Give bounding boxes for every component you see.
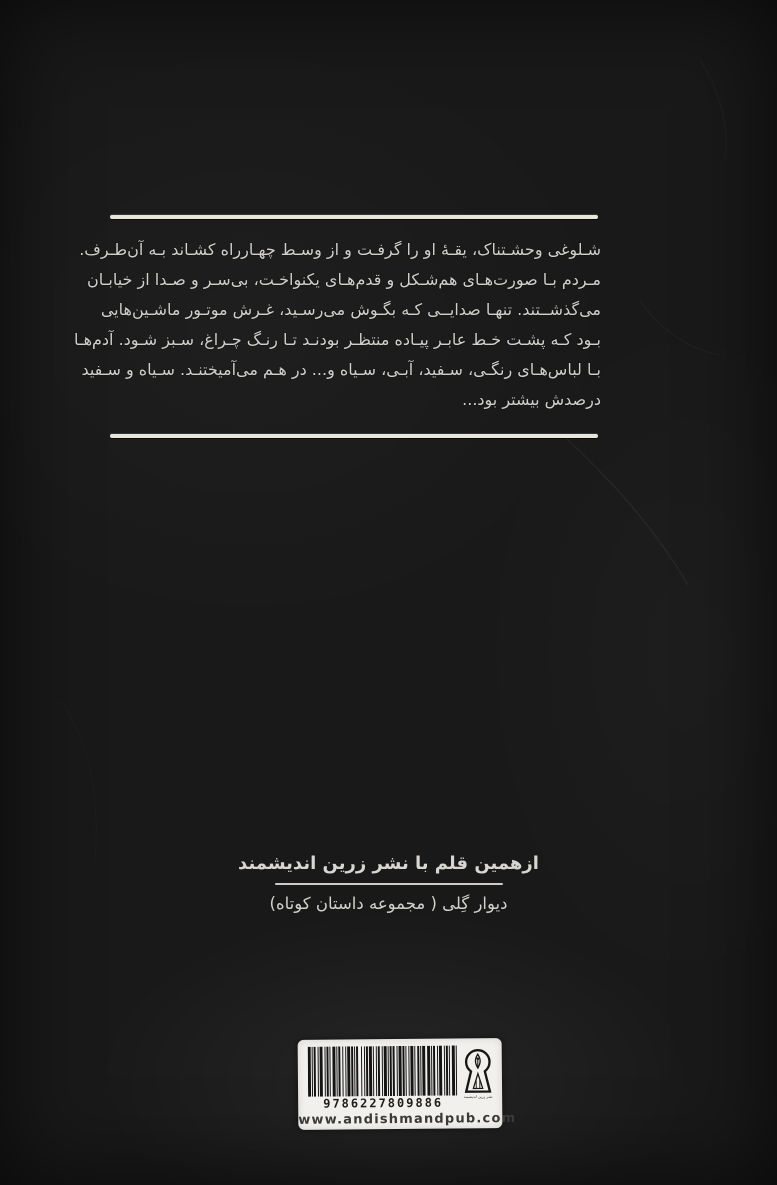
publisher-website: www.andishmandpub.com xyxy=(298,1110,517,1128)
blurb-line: مـردم بـا صورت‌هـای هم‌شـکل و قدم‌هـای یکنواخـت، بی‌سـر و صـدا از خیابـان xyxy=(87,270,601,289)
other-book-title: دیوار گِلی ( مجموعه داستان کوتاه) xyxy=(269,894,508,913)
barcode-sticker xyxy=(298,1038,517,1130)
blurb-line-last: درصدش بیشتر بود... xyxy=(462,390,601,409)
isbn-number: 9786227809886 xyxy=(323,1095,444,1111)
divider-top xyxy=(110,215,598,219)
blurb-line: بـا لباس‌هـای رنگـی، سـفید، آبـی، سـیاه و... در هـم می‌آمیختنـد. سـیاه و سـفید xyxy=(81,360,601,379)
blurb-line: بـود کـه پشـت خـط عابـر پیـاده منتظـر بودنـد تـا رنـگ چـراغ، سـبز شـود. آدم‌هـا xyxy=(74,330,601,349)
blurb-line: شـلوغی وحشـتناک، یقـهٔ او را گرفـت و از وسـط چهـارراه کشـاند بـه آن‌طـرف. xyxy=(79,240,601,259)
publisher-block-divider xyxy=(275,883,503,885)
same-pen-publisher-line: ازهمین قلم با نشر زرین اندیشمند xyxy=(238,853,539,874)
barcode-column xyxy=(308,1045,459,1110)
publisher-logo-icon xyxy=(460,1045,497,1107)
publisher-block xyxy=(0,850,777,917)
barcode-sticker-inner xyxy=(298,1038,503,1111)
blurb-paragraph xyxy=(74,235,601,415)
divider-bottom xyxy=(110,434,598,438)
blurb-line: می‌گذشــتند. تنهـا صدایــی کـه بگـوش می‌رسـید، غـرش موتـور ماشـین‌هایی xyxy=(100,300,601,319)
publisher-logo-caption: نشر زرین اندیشمند xyxy=(463,1094,493,1100)
barcode-icon xyxy=(308,1045,458,1096)
